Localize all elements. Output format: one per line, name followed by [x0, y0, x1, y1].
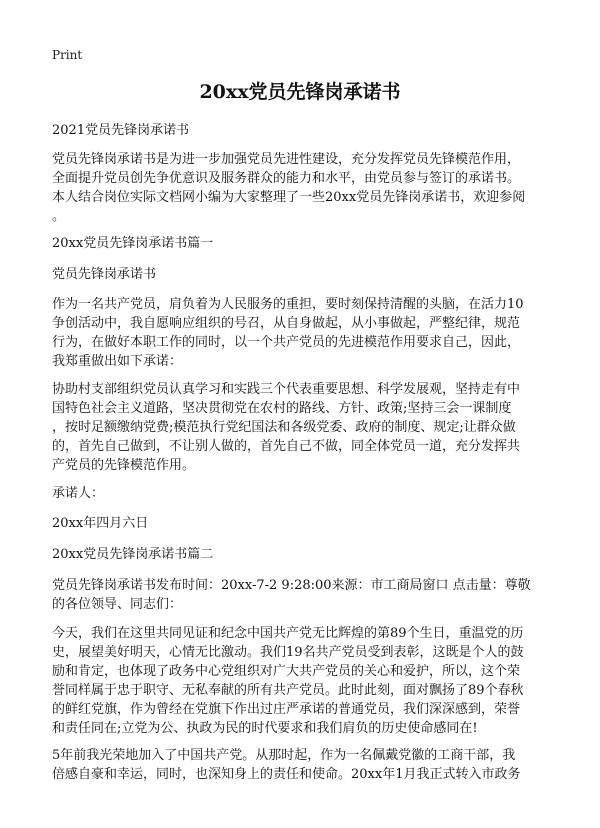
- paragraph-line: 国特色社会主义道路，坚决贯彻党在农村的路线、方针、政策;坚持三会一课制度: [52, 401, 512, 416]
- paragraph-line: 协助村支部组织党员认真学习和实践三个代表重要思想、科学发展观，坚持走有中: [52, 382, 521, 397]
- paragraph-line: 誉同样属于忠于职守、无私奉献的所有共产党员。此时此刻，面对飘扬了89个春秋: [52, 683, 524, 698]
- section2-paragraph-2: [52, 746, 562, 784]
- paragraph-line: 党员先锋岗承诺书发布时间：20xx-7-2 9:28:00来源：市工商局窗口 点击量：尊敬: [52, 578, 531, 593]
- paragraph-line: 今天，我们在这里共同见证和纪念中国共产党无比辉煌的第89个生日，重温党的历: [52, 626, 524, 641]
- paragraph-line: 。: [52, 209, 66, 224]
- signature-label: 承诺人：: [52, 486, 105, 501]
- paragraph-line: 励和肯定，也体现了政务中心党组织对广大共产党员的关心和爱护，所以，这个荣: [52, 664, 521, 679]
- print-link[interactable]: Print: [52, 48, 83, 62]
- paragraph-line: 行为，在做好本职工作的同时，以一个共产党员的先进模范作用要求自己，因此，: [52, 335, 521, 350]
- paragraph-line: 的鲜红党旗，作为曾经在党旗下作出过庄严承诺的普通党员，我们深深感到，荣誉: [52, 702, 521, 717]
- paragraph-line: 本人结合岗位实际文档网小编为大家整理了一些20xx党员先锋岗承诺书，欢迎参阅: [52, 190, 526, 205]
- paragraph-line: 争创活动中，我自愿响应组织的号召，从自身做起，从小事做起，严整纪律，规范: [52, 316, 521, 331]
- paragraph-line: 5年前我光荣地加入了中国共产党。从那时起，作为一名佩戴党徽的工商干部，我: [52, 748, 516, 763]
- paragraph-line: 作为一名共产党员，肩负着为人民服务的重担，要时刻保持清醒的头脑，在活力10: [52, 297, 524, 312]
- paragraph-line: 史，展望美好明天，心情无比激动。我们19名共产党员受到表彰，这既是个人的鼓: [52, 645, 524, 660]
- paragraph-line: ，按时足额缴纳党费;模范执行党纪国法和各级党委、政府的制度、规定;让群众做: [52, 420, 516, 435]
- section1-heading: 20xx党员先锋岗承诺书篇一: [52, 236, 214, 251]
- paragraph-line: 产党员的先锋模范作用。: [52, 458, 196, 473]
- paragraph-line: 我郑重做出如下承诺：: [52, 354, 183, 369]
- document-date: 20xx年四月六日: [52, 516, 149, 531]
- paragraph-line: 倍感自豪和幸运，同时，也深知身上的责任和使命。20xx年1月我正式转入市政务: [52, 767, 521, 782]
- paragraph-line: 党员先锋岗承诺书是为进一步加强党员先进性建设，充分发挥党员先锋模范作用，: [52, 152, 521, 167]
- paragraph-line: 的，首先自己做到，不让别人做的，首先自己不做，同全体党员一道，充分发挥共: [52, 439, 521, 454]
- paragraph-line: 的各位领导、同志们：: [52, 597, 183, 612]
- paragraph-line: 全面提升党员创先争优意识及服务群众的能力和水平，由党员参与签订的承诺书。: [52, 171, 521, 186]
- paragraph-line: 和责任同在;立党为公、执政为民的时代要求和我们肩负的历史使命感同在!: [52, 721, 478, 736]
- section1-paragraph-2: [52, 380, 562, 475]
- section1-paragraph-1: [52, 295, 562, 371]
- section2-meta: [52, 576, 562, 614]
- intro-paragraph: [52, 150, 562, 226]
- section2-heading: 20xx党员先锋岗承诺书篇二: [52, 547, 214, 562]
- section1-subheading: 党员先锋岗承诺书: [52, 267, 157, 282]
- document-title: 20xx党员先锋岗承诺书: [199, 81, 401, 103]
- section2-paragraph-1: [52, 624, 562, 738]
- document-subtitle: 2021党员先锋岗承诺书: [52, 123, 190, 138]
